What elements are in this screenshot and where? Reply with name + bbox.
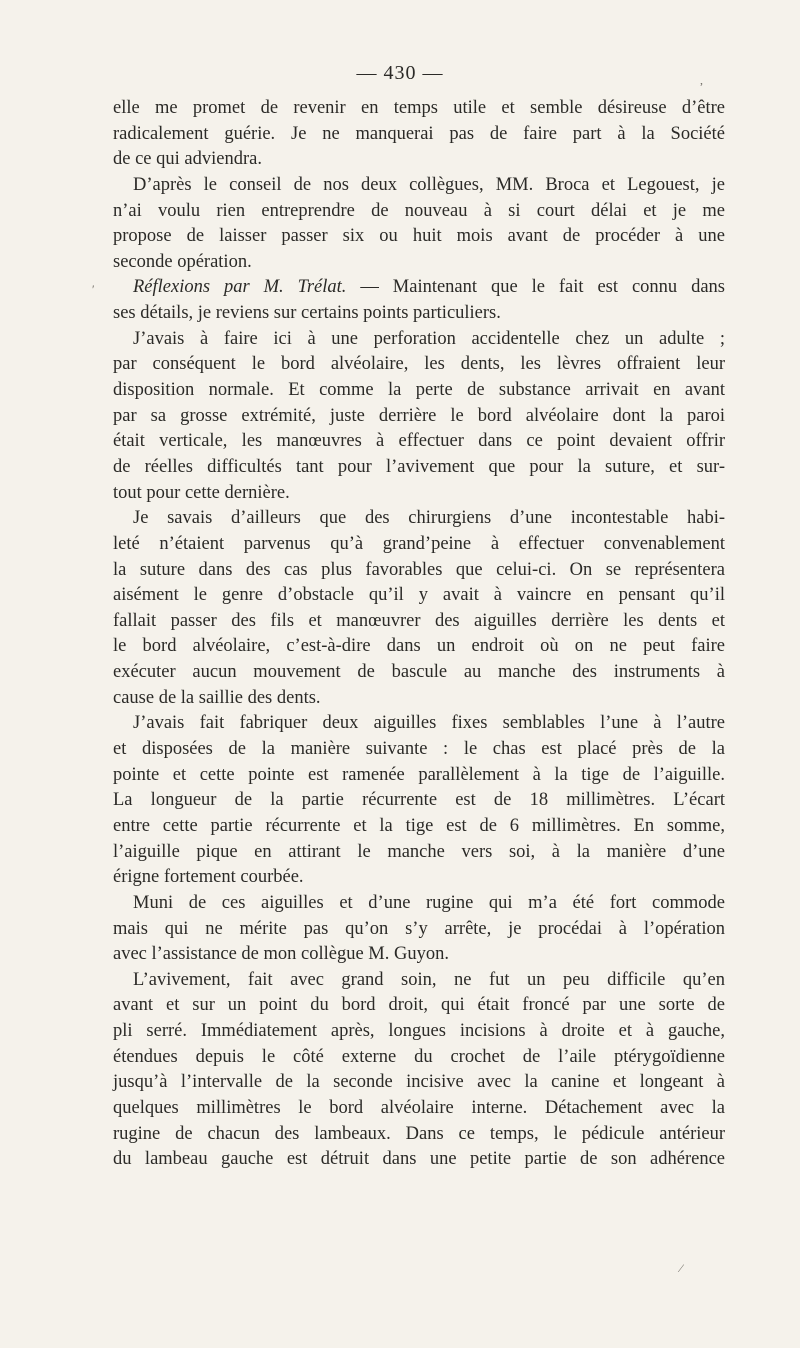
paper-speck: ⁄ [680, 1261, 683, 1275]
text-line-content: n’ai voulu rien entreprendre de nouveau à si court délai et je me [113, 200, 725, 221]
text-line [113, 1147, 725, 1173]
text-line [113, 429, 725, 455]
text-line-content: par sa grosse extrémité, juste derrière le bord alvéolaire dont la paroi [113, 405, 725, 426]
text-line [113, 788, 725, 814]
text-line [113, 1096, 725, 1122]
text-line [113, 173, 725, 199]
text-line [113, 96, 725, 122]
text-line-content: était verticale, les manœuvres à effectuer dans ce point devaient offrir [113, 431, 725, 452]
text-line-content: de ce qui adviendra. [113, 149, 262, 170]
text-line-content: J’avais fait fabriquer deux aiguilles fixes semblables l’une à l’autre [133, 713, 725, 734]
text-line-content: rugine de chacun des lambeaux. Dans ce temps, le pédicule antérieur [113, 1123, 725, 1144]
text-line [113, 968, 725, 994]
text-line-content: La longueur de la partie récurrente est de 18 millimètres. L’écart [113, 790, 725, 811]
text-line-content: radicalement guérie. Je ne manquerai pas de faire part à la Société [113, 123, 725, 144]
text-line-content: pli serré. Immédiatement après, longues incisions à droite et à gauche, [113, 1021, 725, 1042]
text-line [113, 147, 725, 173]
text-line [113, 199, 725, 225]
text-line-content: du lambeau gauche est détruit dans une petite partie de son adhérence [113, 1149, 725, 1170]
paper-speck: ′ [92, 282, 95, 296]
text-line-content: pointe et cette pointe est ramenée parallèlement à la tige de l’aiguille. [113, 764, 725, 785]
text-line [113, 814, 725, 840]
text-line [113, 481, 725, 507]
text-line [113, 275, 725, 301]
text-line-content: jusqu’à l’intervalle de la seconde incisive avec la canine et longeant à [113, 1072, 725, 1093]
text-line-content: cause de la saillie des dents. [113, 687, 321, 708]
text-line [113, 634, 725, 660]
text-line-content: par conséquent le bord alvéolaire, les dents, les lèvres offraient leur [113, 354, 725, 375]
text-line-content: fallait passer des fils et manœuvrer des aiguilles derrière les dents et [113, 610, 725, 631]
text-line [113, 224, 725, 250]
text-line [113, 378, 725, 404]
text-line [113, 250, 725, 276]
text-line [113, 711, 725, 737]
text-line-content: elle me promet de revenir en temps utile et semble désireuse d’être [113, 98, 725, 118]
text-line [113, 1019, 725, 1045]
text-line [113, 865, 725, 891]
text-line [113, 942, 725, 968]
body-text [113, 96, 725, 1173]
text-line-content: avant et sur un point du bord droit, qui était froncé par une sorte de [113, 995, 725, 1016]
text-line [113, 301, 725, 327]
text-line-content: tout pour cette dernière. [113, 482, 290, 503]
text-line [113, 327, 725, 353]
text-line-content: propose de laisser passer six ou huit mois avant de procéder à une [113, 226, 725, 247]
text-line [113, 891, 725, 917]
text-line [113, 1122, 725, 1148]
page-number: — 430 — [356, 62, 444, 84]
text-line-content: ses détails, je reviens sur certains points particuliers. [113, 303, 501, 324]
text-line-content: avec l’assistance de mon collègue M. Guyon. [113, 944, 449, 965]
section-heading: Réflexions par M. Trélat. [133, 277, 347, 298]
text-line [113, 840, 725, 866]
text-line-content: l’aiguille pique en attirant le manche vers soi, à la manière d’une [113, 841, 725, 862]
text-line [113, 352, 725, 378]
text-line-content: — Maintenant que le fait est connu dans [346, 277, 726, 298]
text-line-content: la suture dans des cas plus favorables que celui-ci. On se représentera [113, 559, 725, 580]
text-line-content: Je savais d’ailleurs que des chirurgiens d’une incontestable habi- [133, 508, 725, 529]
text-line-content: Muni de ces aiguilles et d’une rugine qui m’a été fort commode [133, 892, 725, 913]
text-line [113, 1045, 725, 1071]
text-line [113, 686, 725, 712]
text-line [113, 455, 725, 481]
text-line [113, 122, 725, 148]
text-line [113, 404, 725, 430]
text-line-content: D’après le conseil de nos deux collègues, MM. Broca et Legouest, je [133, 174, 725, 195]
text-line-content: J’avais à faire ici à une perforation accidentelle chez un adulte ; [133, 328, 725, 349]
text-line-content: exécuter aucun mouvement de bascule au manche des instruments à [113, 662, 725, 683]
text-line-content: leté n’étaient parvenus qu’à grand’peine à effectuer convenablement [113, 533, 725, 554]
text-line [113, 583, 725, 609]
text-line-content: le bord alvéolaire, c’est-à-dire dans un endroit où on ne peut faire [113, 636, 725, 657]
text-line-content: quelques millimètres le bord alvéolaire interne. Détachement avec la [113, 1097, 725, 1118]
text-line-content: aisément le genre d’obstacle qu’il y avait à vaincre en pensant qu’il [113, 585, 725, 606]
text-line [113, 737, 725, 763]
text-line-content: mais qui ne mérite pas qu’on s’y arrête, je procédai à l’opération [113, 918, 725, 939]
text-line-content: étendues depuis le côté externe du crochet de l’aile ptérygoïdienne [113, 1046, 725, 1067]
text-line-content: et disposées de la manière suivante : le chas est placé près de la [113, 739, 725, 760]
text-line-content: entre cette partie récurrente et la tige est de 6 millimètres. En somme, [113, 815, 725, 836]
paper-speck: , [700, 73, 703, 87]
text-line [113, 763, 725, 789]
text-line [113, 558, 725, 584]
text-line [113, 1070, 725, 1096]
text-line-content: disposition normale. Et comme la perte de substance arrivait en avant [113, 380, 725, 401]
text-line-content: seconde opération. [113, 251, 252, 272]
text-line [113, 993, 725, 1019]
text-line-content: érigne fortement courbée. [113, 867, 304, 888]
text-line [113, 532, 725, 558]
text-line [113, 506, 725, 532]
text-line-content: de réelles difficultés tant pour l’avivement que pour la suture, et sur- [113, 456, 725, 477]
text-line [113, 917, 725, 943]
text-line [113, 660, 725, 686]
text-line [113, 609, 725, 635]
text-line-content: L’avivement, fait avec grand soin, ne fut un peu difficile qu’en [133, 969, 725, 990]
